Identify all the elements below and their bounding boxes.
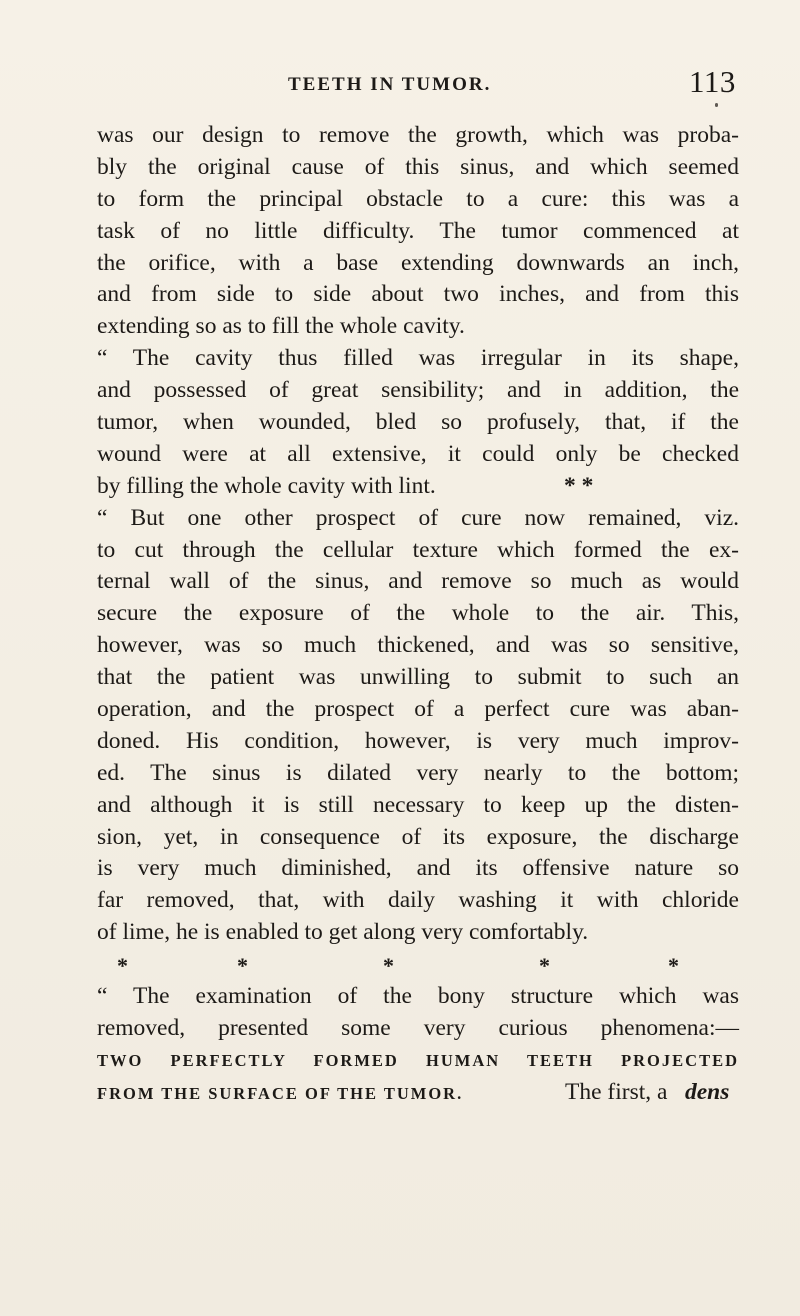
text-line: of lime, he is enabled to get along very comfortably. (97, 919, 589, 946)
italic-word: dens (685, 1078, 730, 1105)
small-caps-text: FROM THE SURFACE OF THE TUMOR. (97, 1083, 464, 1103)
asterism-row (97, 949, 739, 981)
text-line: by filling the whole cavity with lint. (97, 472, 436, 499)
text-line-with-asterisks (97, 471, 739, 503)
text-line: tumor, when wounded, bled so profusely, that, if the (97, 409, 739, 436)
text-line: operation, and the prospect of a perfect cure was aban- (97, 696, 739, 723)
text-line: “ The cavity thus filled was irregular in its shape, (97, 345, 739, 372)
asterisks: * * (564, 472, 594, 499)
text-line: that the patient was unwilling to submit to such an (97, 664, 739, 691)
body-text (97, 120, 739, 1109)
text-line: and from side to side about two inches, and from this (97, 281, 739, 308)
text-line: ternal wall of the sinus, and remove so much as would (97, 568, 739, 595)
ink-speck (715, 103, 718, 107)
text-line: was our design to remove the growth, which was proba- (97, 122, 739, 148)
page-number: 113 (689, 64, 736, 99)
text-line: extending so as to fill the whole cavity. (97, 313, 465, 340)
text-line: and although it is still necessary to keep up the disten- (97, 791, 739, 818)
text-line: wound were at all extensive, it could only be checked (97, 440, 739, 467)
asterisk: * (117, 953, 128, 979)
asterisk: * (383, 953, 394, 979)
text-line: “ The examination of the bony structure which was (97, 983, 739, 1010)
text-line: removed, presented some very curious phenomena:— (97, 1014, 739, 1041)
text-line: far removed, that, with daily washing it with chloride (97, 887, 739, 914)
small-caps-line: TWO PERFECTLY FORMED HUMAN TEETH PROJECTED (97, 1050, 739, 1070)
running-title: TEETH IN TUMOR. (288, 74, 492, 95)
text-line: “ But one other prospect of cure now remained, viz. (97, 504, 739, 531)
asterisk: * (668, 953, 679, 979)
text-segment: The first, a (565, 1078, 668, 1105)
text-line: ed. The sinus is dilated very nearly to the bottom; (97, 759, 739, 786)
text-line: secure the exposure of the whole to the air. This, (97, 600, 739, 627)
text-line: to cut through the cellular texture which formed the ex- (97, 536, 739, 563)
text-line: is very much diminished, and its offensive nature so (97, 855, 739, 882)
text-line: doned. His condition, however, is very much improv- (97, 727, 739, 754)
text-line-mixed (97, 1077, 739, 1109)
text-line: sion, yet, in consequence of its exposure, the discharge (97, 823, 739, 850)
text-line: the orifice, with a base extending downwards an inch, (97, 249, 739, 276)
asterisk: * (539, 953, 550, 979)
text-line: task of no little difficulty. The tumor commenced at (97, 217, 739, 244)
text-line: however, was so much thickened, and was so sensitive, (97, 632, 739, 659)
text-line: to form the principal obstacle to a cure: this was a (97, 185, 739, 212)
text-line: bly the original cause of this sinus, and which seemed (97, 153, 739, 180)
asterisk: * (237, 953, 248, 979)
text-line: and possessed of great sensibility; and in addition, the (97, 377, 739, 404)
running-head (0, 62, 800, 102)
